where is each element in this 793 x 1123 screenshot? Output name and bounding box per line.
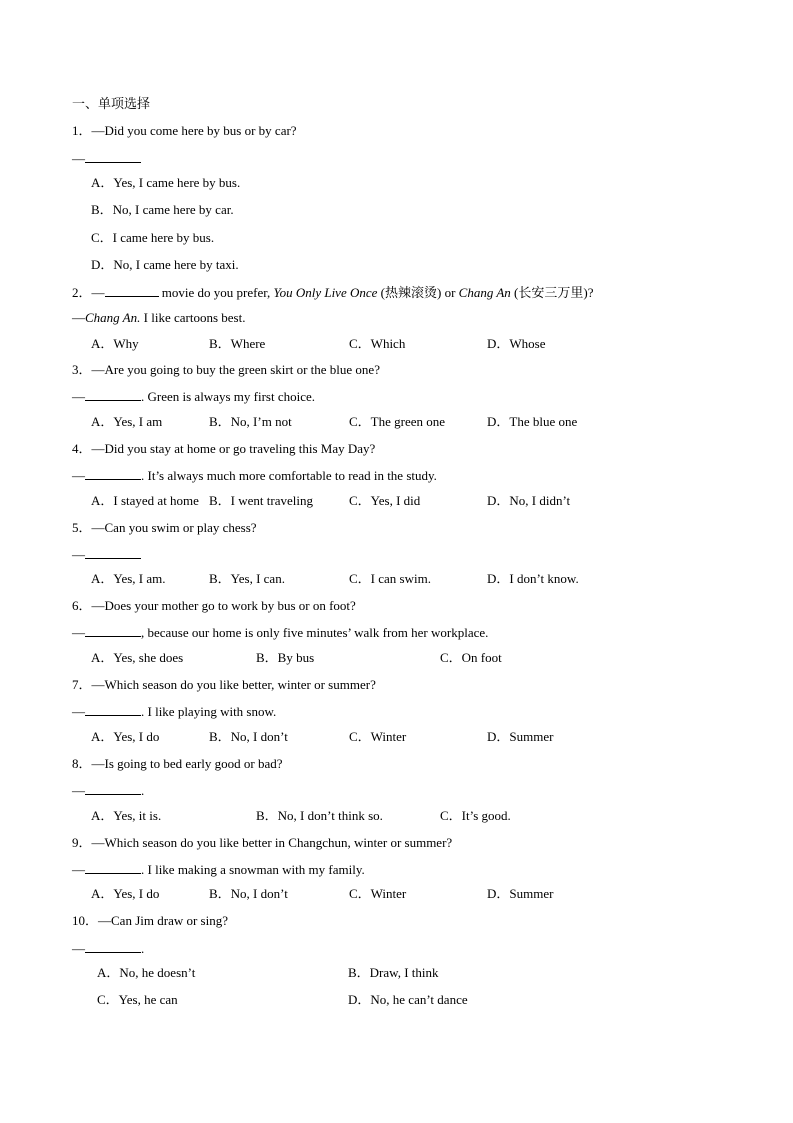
option-5b[interactable]: B．Yes, I can. <box>209 571 285 586</box>
movie-title: Chang An <box>458 285 511 300</box>
question-9-answer-line <box>72 861 365 878</box>
question-3-answer-line <box>72 388 315 405</box>
question-text: movie do you prefer, <box>158 285 274 300</box>
option-10b[interactable]: B．Draw, I think <box>348 965 439 980</box>
question-text: —Is going to bed early good or bad? <box>91 756 283 771</box>
dash: — <box>72 625 85 640</box>
question-number: 4． <box>72 441 92 456</box>
question-1-stem <box>72 123 297 139</box>
answer-text: I like cartoons best. <box>140 310 246 325</box>
option-9b[interactable]: B．No, I don’t <box>209 886 288 901</box>
answer-blank[interactable] <box>85 861 141 874</box>
option-4b[interactable]: B．I went traveling <box>209 493 313 508</box>
question-number: 6． <box>72 598 92 613</box>
question-text: —Which season do you like better, winter or summer? <box>91 677 376 692</box>
option-3a[interactable]: A．Yes, I am <box>91 414 163 429</box>
answer-blank[interactable] <box>85 624 141 637</box>
question-text: —Can you swim or play chess? <box>91 520 257 535</box>
answer-blank[interactable] <box>85 782 141 795</box>
question-number: 3． <box>72 362 92 377</box>
question-1-answer-line <box>72 150 141 167</box>
option-1c[interactable]: C．I came here by bus. <box>91 230 215 245</box>
question-text: —Did you come here by bus or by car? <box>91 123 297 138</box>
option-2b[interactable]: B．Where <box>209 336 266 351</box>
answer-text: , because our home is only five minutes’ walk from her workplace. <box>141 625 489 640</box>
question-number: 2． <box>72 285 92 300</box>
option-1d[interactable]: D．No, I came here by taxi. <box>91 257 239 272</box>
answer-text: . I like playing with snow. <box>141 704 277 719</box>
answer-blank[interactable] <box>85 546 141 559</box>
question-4-answer-line <box>72 467 437 484</box>
question-number: 8． <box>72 756 92 771</box>
option-2a[interactable]: A．Why <box>91 336 139 351</box>
question-text: (热辣滚烫) or <box>377 285 459 300</box>
question-text: —Does your mother go to work by bus or on foot? <box>91 598 356 613</box>
option-7b[interactable]: B．No, I don’t <box>209 729 288 744</box>
question-text: —Can Jim draw or sing? <box>98 913 228 928</box>
question-2-stem <box>72 284 593 301</box>
option-7a[interactable]: A．Yes, I do <box>91 729 160 744</box>
option-9d[interactable]: D．Summer <box>487 886 554 901</box>
dash: — <box>72 783 85 798</box>
question-8-answer-line <box>72 782 144 799</box>
option-7d[interactable]: D．Summer <box>487 729 554 744</box>
question-number: 1． <box>72 123 92 138</box>
option-8b[interactable]: B．No, I don’t think so. <box>256 808 383 823</box>
question-10-answer-line <box>72 940 144 957</box>
dash: — <box>72 151 85 166</box>
option-3b[interactable]: B．No, I’m not <box>209 414 292 429</box>
question-2-answer-line <box>72 310 245 326</box>
option-3d[interactable]: D．The blue one <box>487 414 578 429</box>
question-4-stem <box>72 441 375 457</box>
option-6c[interactable]: C．On foot <box>440 650 502 665</box>
dash: — <box>72 704 85 719</box>
option-5a[interactable]: A．Yes, I am. <box>91 571 166 586</box>
question-3-stem <box>72 362 380 378</box>
answer-blank[interactable] <box>105 284 159 297</box>
movie-title: Chang An. <box>85 310 141 325</box>
option-5c[interactable]: C．I can swim. <box>349 571 431 586</box>
dash: — <box>72 389 85 404</box>
answer-blank[interactable] <box>85 150 141 163</box>
answer-blank[interactable] <box>85 940 141 953</box>
option-6a[interactable]: A．Yes, she does <box>91 650 184 665</box>
option-10d[interactable]: D．No, he can’t dance <box>348 992 468 1007</box>
option-4d[interactable]: D．No, I didn’t <box>487 493 571 508</box>
dash: — <box>72 941 85 956</box>
question-9-stem <box>72 835 452 851</box>
question-number: 9． <box>72 835 92 850</box>
option-9c[interactable]: C．Winter <box>349 886 407 901</box>
question-text: —Did you stay at home or go traveling this May Day? <box>91 441 376 456</box>
answer-text: . It’s always much more comfortable to read in the study. <box>141 468 437 483</box>
question-number: 5． <box>72 520 92 535</box>
question-number: 7． <box>72 677 92 692</box>
question-text: —Which season do you like better in Changchun, winter or summer? <box>91 835 453 850</box>
option-3c[interactable]: C．The green one <box>349 414 446 429</box>
question-number: 10． <box>72 913 99 928</box>
question-6-answer-line <box>72 624 488 641</box>
option-8c[interactable]: C．It’s good. <box>440 808 511 823</box>
answer-blank[interactable] <box>85 467 141 480</box>
option-4a[interactable]: A．I stayed at home <box>91 493 199 508</box>
dash: — <box>72 862 85 877</box>
question-text: —Are you going to buy the green skirt or the blue one? <box>91 362 380 377</box>
option-7c[interactable]: C．Winter <box>349 729 407 744</box>
option-4c[interactable]: C．Yes, I did <box>349 493 421 508</box>
dash: — <box>72 310 85 325</box>
answer-text: . <box>141 783 145 798</box>
answer-blank[interactable] <box>85 388 141 401</box>
option-5d[interactable]: D．I don’t know. <box>487 571 579 586</box>
option-8a[interactable]: A．Yes, it is. <box>91 808 162 823</box>
option-6b[interactable]: B．By bus <box>256 650 315 665</box>
question-6-stem <box>72 598 356 614</box>
dash: — <box>72 468 85 483</box>
dash: — <box>91 285 105 300</box>
answer-text: . <box>141 941 145 956</box>
answer-text: . Green is always my first choice. <box>141 389 316 404</box>
answer-blank[interactable] <box>85 703 141 716</box>
option-10a[interactable]: A．No, he doesn’t <box>97 965 196 980</box>
option-9a[interactable]: A．Yes, I do <box>91 886 160 901</box>
section-title: 一、单项选择 <box>72 96 151 111</box>
question-text: (长安三万里)? <box>510 285 594 300</box>
option-2d[interactable]: D．Whose <box>487 336 546 351</box>
dash: — <box>72 547 85 562</box>
question-7-stem <box>72 677 376 693</box>
question-10-stem <box>72 913 228 929</box>
option-2c[interactable]: C．Which <box>349 336 406 351</box>
question-8-stem <box>72 756 283 772</box>
option-10c[interactable]: C．Yes, he can <box>97 992 178 1007</box>
answer-text: . I like making a snowman with my family. <box>141 862 365 877</box>
question-5-stem <box>72 520 257 536</box>
question-5-answer-line <box>72 546 141 563</box>
option-1b[interactable]: B．No, I came here by car. <box>91 202 234 217</box>
movie-title: You Only Live Once <box>273 285 378 300</box>
question-7-answer-line <box>72 703 276 720</box>
option-1a[interactable]: A．Yes, I came here by bus. <box>91 175 241 190</box>
